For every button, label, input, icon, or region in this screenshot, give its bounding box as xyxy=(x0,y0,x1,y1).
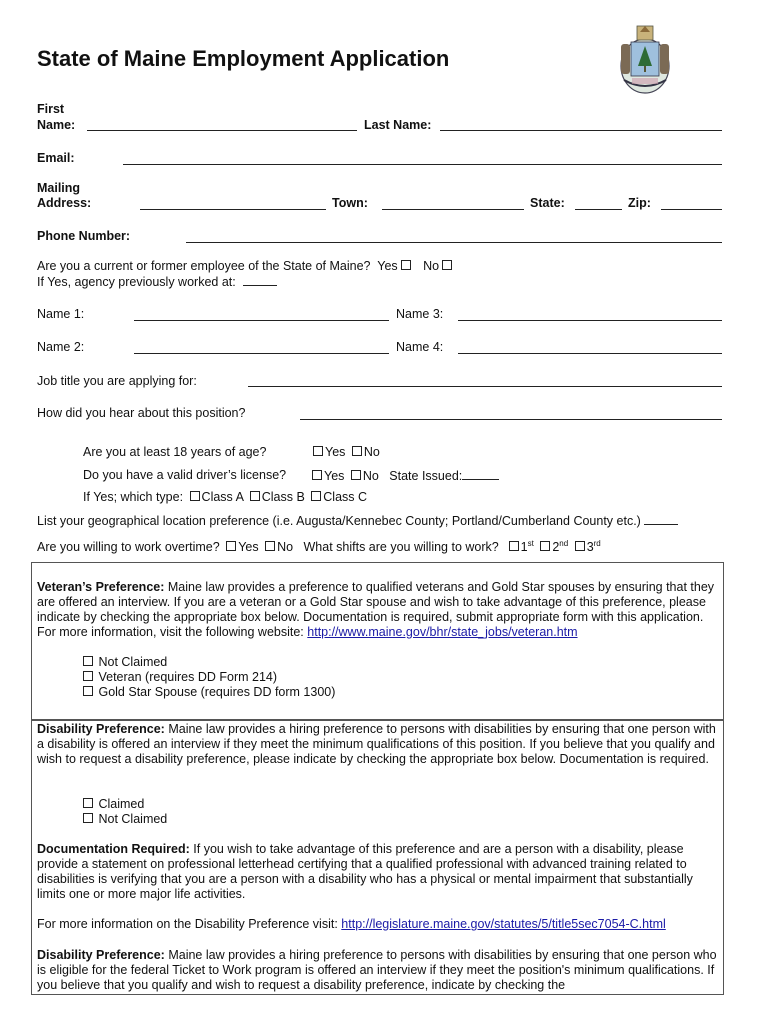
age-yes-label: Yes xyxy=(325,445,346,459)
shift-1-checkbox[interactable] xyxy=(509,541,519,551)
disability-not-claimed-checkbox[interactable] xyxy=(83,813,93,823)
documentation-text: If you wish to take advantage of this preference and are a person with a disability, please provide a statement on professional letterhead certifying that a qualified professional with advanced training related to disabilities is verifying that you are a person with a disability who has a physical or mental impairment that substantially limits one or more major life activities. xyxy=(37,842,693,901)
age-options xyxy=(310,445,380,460)
first-name-label-2: Name: xyxy=(37,118,76,132)
name2-field[interactable] xyxy=(134,353,389,354)
geo-pref-label: List your geographical location preference (i.e. Augusta/Kennebec County; Portland/Cumberland County etc.) xyxy=(37,514,641,528)
veteran-paragraph xyxy=(37,580,717,640)
employee-question-text: Are you a current or former employee of the State of Maine? xyxy=(37,259,371,273)
age-yes-checkbox[interactable] xyxy=(313,446,323,456)
veteran-option-1 xyxy=(80,655,167,670)
disability-option-2 xyxy=(80,812,167,827)
more-info-label: For more information on the Disability Preference visit: xyxy=(37,917,338,931)
state-label: State: xyxy=(530,196,565,210)
license-question: Do you have a valid driver’s license? xyxy=(83,468,287,482)
license-type-label: If Yes; which type: xyxy=(83,490,184,504)
disability-paragraph xyxy=(37,722,717,767)
disability-option-1 xyxy=(80,797,144,812)
name2-label: Name 2: xyxy=(37,340,85,354)
class-b-label: Class B xyxy=(261,490,305,504)
shift-2-checkbox[interactable] xyxy=(540,541,550,551)
name3-field[interactable] xyxy=(458,320,722,321)
license-no-checkbox[interactable] xyxy=(351,470,361,480)
shift-3-sup: rd xyxy=(593,539,601,548)
name3-label: Name 3: xyxy=(396,307,444,321)
zip-label: Zip: xyxy=(628,196,651,210)
shift-1-sup: st xyxy=(527,539,534,548)
name4-label: Name 4: xyxy=(396,340,444,354)
shift-3-label: 3 xyxy=(586,540,594,555)
disability-claimed-checkbox[interactable] xyxy=(83,798,93,808)
class-b-checkbox[interactable] xyxy=(250,491,260,501)
shift-2-label: 2 xyxy=(552,540,560,555)
class-c-label: Class C xyxy=(323,490,368,504)
gold-star-label: Gold Star Spouse (requires DD form 1300) xyxy=(98,685,336,699)
last-name-label: Last Name: xyxy=(364,118,432,132)
phone-label: Phone Number: xyxy=(37,229,131,243)
agency-label: If Yes, agency previously worked at: xyxy=(37,275,236,289)
state-field[interactable] xyxy=(575,209,622,210)
name1-label: Name 1: xyxy=(37,307,85,321)
state-seal-icon xyxy=(614,22,676,96)
first-name-label: First xyxy=(37,102,65,116)
license-type-row xyxy=(83,490,367,505)
name4-field[interactable] xyxy=(458,353,722,354)
overtime-row xyxy=(37,536,601,555)
page-title: State of Maine Employment Application xyxy=(37,46,450,71)
veteran-not-claimed-checkbox[interactable] xyxy=(83,656,93,666)
agency-row xyxy=(37,274,277,290)
documentation-paragraph xyxy=(37,842,717,902)
employee-no-checkbox[interactable] xyxy=(442,260,452,270)
statute-link[interactable]: http://legislature.maine.gov/statutes/5/title5sec7054-C.html xyxy=(341,917,666,931)
gold-star-checkbox[interactable] xyxy=(83,686,93,696)
disability-claimed-label: Claimed xyxy=(98,797,145,811)
name1-field[interactable] xyxy=(134,320,389,321)
state-issued-field[interactable] xyxy=(462,468,499,480)
veteran-dd214-label: Veteran (requires DD Form 214) xyxy=(98,670,278,684)
mailing-label-2: Address: xyxy=(37,196,92,210)
age-no-label: No xyxy=(363,445,380,459)
documentation-heading: Documentation Required: xyxy=(37,842,190,856)
more-info-row xyxy=(37,917,666,932)
shifts-label: What shifts are you willing to work? xyxy=(303,540,499,555)
state-issued-label: State Issued: xyxy=(389,469,463,483)
shift-3-checkbox[interactable] xyxy=(575,541,585,551)
employee-question xyxy=(37,259,454,274)
ticket-to-work-heading: Disability Preference: xyxy=(37,948,165,962)
geo-pref-field[interactable] xyxy=(644,513,678,525)
job-title-label: Job title you are applying for: xyxy=(37,374,197,388)
veteran-dd214-checkbox[interactable] xyxy=(83,671,93,681)
ticket-to-work-text: Maine law provides a hiring preference to persons with disabilities by ensuring that one person who is eligible for the federal Ticket to Work program is offered an interview if they meet the position's minimum qualifications. If you believe that you qualify and wish to request a disability preference, indicate by checking the xyxy=(37,948,717,992)
employee-no-label: No xyxy=(423,259,440,273)
town-field[interactable] xyxy=(382,209,524,210)
overtime-label: Are you willing to work overtime? xyxy=(37,540,220,555)
veteran-option-2 xyxy=(80,670,277,685)
mailing-label: Mailing xyxy=(37,181,81,195)
email-label: Email: xyxy=(37,151,75,165)
employee-yes-checkbox[interactable] xyxy=(401,260,411,270)
license-yes-checkbox[interactable] xyxy=(312,470,322,480)
shift-1-label: 1 xyxy=(520,540,528,555)
class-a-label: Class A xyxy=(201,490,244,504)
shift-2-sup: nd xyxy=(559,539,569,548)
address-field[interactable] xyxy=(140,209,326,210)
overtime-yes-checkbox[interactable] xyxy=(226,541,236,551)
class-c-checkbox[interactable] xyxy=(311,491,321,501)
ticket-to-work-paragraph xyxy=(37,948,717,992)
disability-text: Maine law provides a hiring preference to persons with disabilities by ensuring that one person with a disability is offered an interview if they meet the minimum qualifications of this position. If you believe that you qualify and wish to request a disability preference, please indicate by checking the appropriate box below. Documentation is required. xyxy=(37,722,716,766)
age-question: Are you at least 18 years of age? xyxy=(83,445,267,459)
job-title-field[interactable] xyxy=(248,386,722,387)
license-no-label: No xyxy=(362,469,379,483)
veteran-not-claimed-label: Not Claimed xyxy=(98,655,168,669)
town-label: Town: xyxy=(332,196,368,210)
disability-not-claimed-label: Not Claimed xyxy=(98,812,168,826)
phone-field[interactable] xyxy=(186,242,722,243)
license-options xyxy=(309,468,499,484)
geo-pref-row xyxy=(37,513,678,529)
agency-field[interactable] xyxy=(243,274,277,286)
hear-about-label: How did you hear about this position? xyxy=(37,406,246,420)
veteran-text: Maine law provides a preference to qualified veterans and Gold Star spouses by ensuring that they are offered an interview. If you are a veteran or a Gold Star spouse and wish to take advantage of this preference, please indicate by checking the appropriate box below. Documentation is required, submit appropriate form with this application. For more information, visit the following website: xyxy=(37,580,715,639)
zip-field[interactable] xyxy=(661,209,722,210)
age-no-checkbox[interactable] xyxy=(352,446,362,456)
class-a-checkbox[interactable] xyxy=(190,491,200,501)
veteran-link[interactable]: http://www.maine.gov/bhr/state_jobs/veteran.htm xyxy=(307,625,578,639)
disability-heading: Disability Preference: xyxy=(37,722,165,736)
veteran-heading: Veteran’s Preference: xyxy=(37,580,165,594)
overtime-no-checkbox[interactable] xyxy=(265,541,275,551)
overtime-no-label: No xyxy=(277,540,294,555)
first-name-field[interactable] xyxy=(87,130,357,131)
license-yes-label: Yes xyxy=(324,469,345,483)
hear-about-field[interactable] xyxy=(300,419,722,420)
employee-yes-label: Yes xyxy=(377,259,398,273)
overtime-yes-label: Yes xyxy=(238,540,259,555)
last-name-field[interactable] xyxy=(440,130,722,131)
veteran-option-3 xyxy=(80,685,335,700)
email-field[interactable] xyxy=(123,164,722,165)
